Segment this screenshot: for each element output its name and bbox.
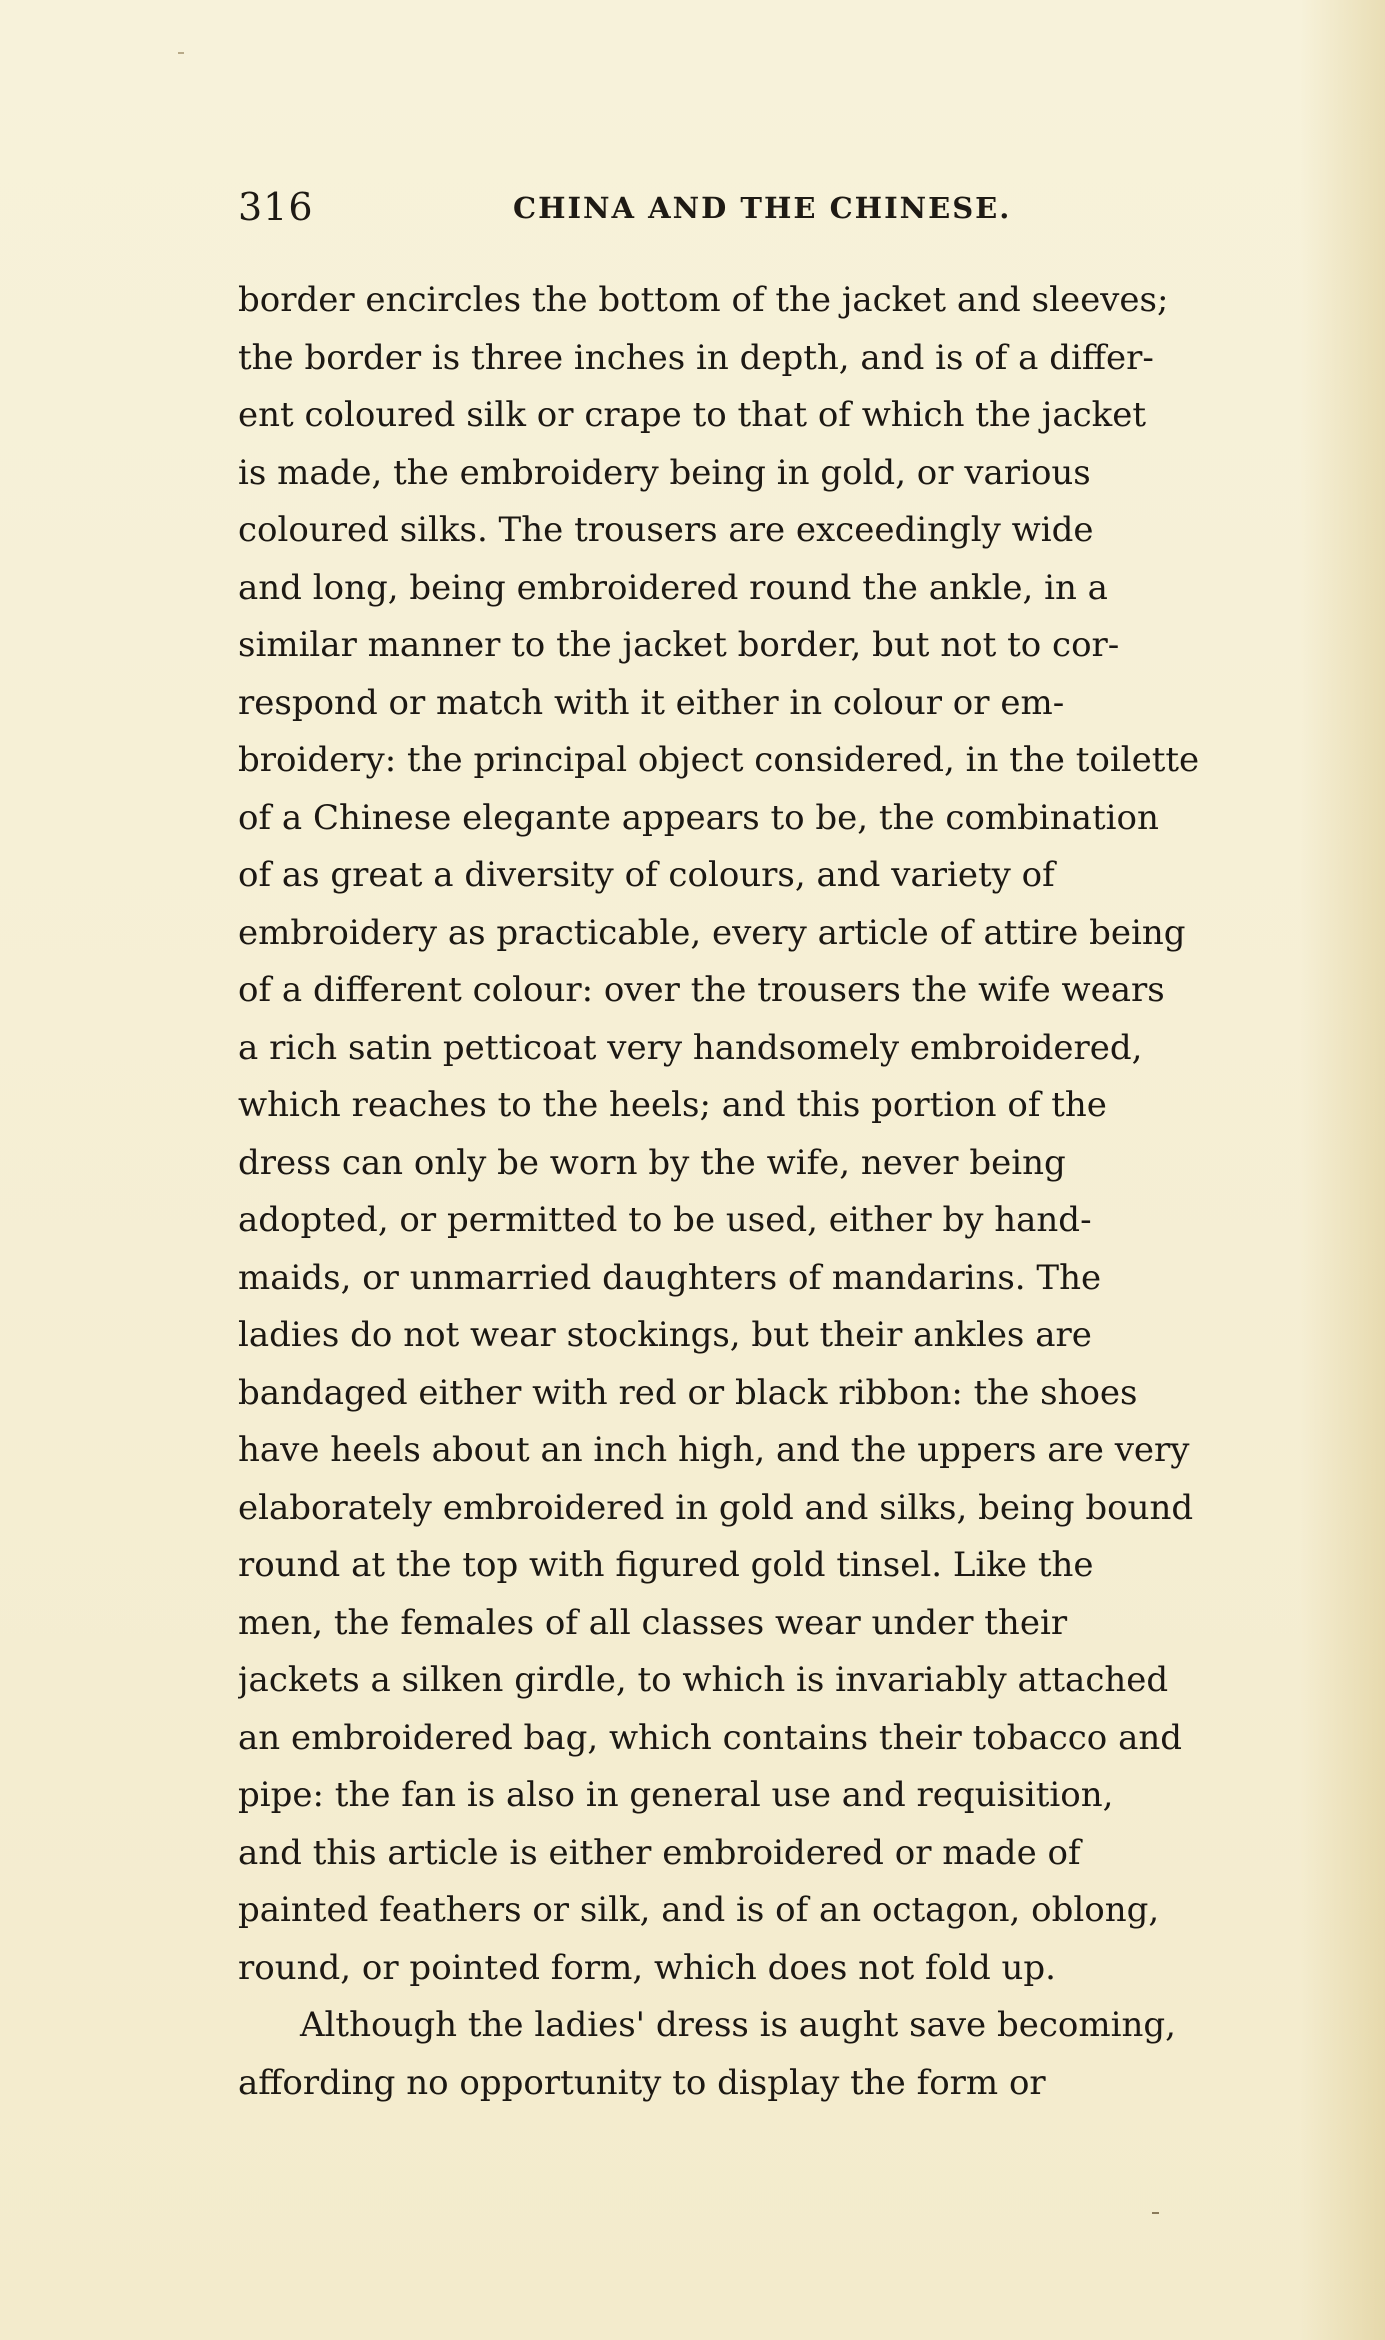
text-line: embroidery as practicable, every article of attire being: [238, 912, 1186, 953]
text-line: similar manner to the jacket border, but not to cor-: [238, 625, 1120, 665]
text-line: ladies do not wear stockings, but their ankles are: [238, 1315, 1092, 1355]
text-line: is made, the embroidery being in gold, or various: [238, 452, 1091, 493]
page-number: 316: [238, 185, 314, 229]
text-line: painted feathers or silk, and is of an octagon, oblong,: [238, 1890, 1160, 1930]
text-line: bandaged either with red or black ribbon: the shoes: [238, 1372, 1138, 1413]
text-line: round, or pointed form, which does not fold up.: [238, 1947, 1056, 1988]
paper-speck: [1152, 2212, 1159, 2214]
text-line: and long, being embroidered round the ankle, in a: [238, 567, 1108, 608]
text-line: border encircles the bottom of the jacket and sleeves;: [238, 280, 1169, 320]
text-line: a rich satin petticoat very handsomely embroidered,: [238, 1027, 1143, 1068]
text-line: adopted, or permitted to be used, either by hand-: [238, 1200, 1092, 1240]
text-line: pipe: the fan is also in general use and requisition,: [238, 1775, 1114, 1815]
text-line: dress can only be worn by the wife, never being: [238, 1142, 1066, 1183]
text-line: the border is three inches in depth, and is of a differ-: [238, 337, 1154, 378]
paragraph-start-line: Although the ladies' dress is aught save becoming,: [300, 2005, 1176, 2045]
text-line: maids, or unmarried daughters of mandarins. The: [238, 1257, 1102, 1298]
text-line: broidery: the principal object considered, in the toilette: [238, 740, 1200, 780]
text-line: of a Chinese elegante appears to be, the combination: [238, 797, 1159, 838]
text-line: ent coloured silk or crape to that of which the jacket: [238, 395, 1147, 435]
text-line: jackets a silken girdle, to which is invariably attached: [238, 1660, 1169, 1700]
body-text: [238, 272, 1338, 2112]
text-line: affording no opportunity to display the form or: [238, 2062, 1046, 2103]
text-line: have heels about an inch high, and the uppers are very: [238, 1430, 1190, 1470]
text-line: coloured silks. The trousers are exceedingly wide: [238, 510, 1094, 550]
running-head: CHINA AND THE CHINESE.: [513, 191, 1012, 225]
text-line: of a different colour: over the trousers the wife wears: [238, 970, 1165, 1010]
text-line: and this article is either embroidered or made of: [238, 1832, 1081, 1873]
text-line: men, the females of all classes wear under their: [238, 1602, 1068, 1643]
text-line: respond or match with it either in colour or em-: [238, 682, 1065, 723]
text-line: round at the top with figured gold tinsel. Like the: [238, 1545, 1094, 1585]
text-line: an embroidered bag, which contains their tobacco and: [238, 1717, 1183, 1758]
text-line: which reaches to the heels; and this portion of the: [238, 1085, 1107, 1125]
text-line: of as great a diversity of colours, and variety of: [238, 855, 1055, 895]
paper-speck: [178, 52, 184, 54]
text-line: elaborately embroidered in gold and silks, being bound: [238, 1487, 1194, 1528]
page-header: [238, 185, 1078, 235]
